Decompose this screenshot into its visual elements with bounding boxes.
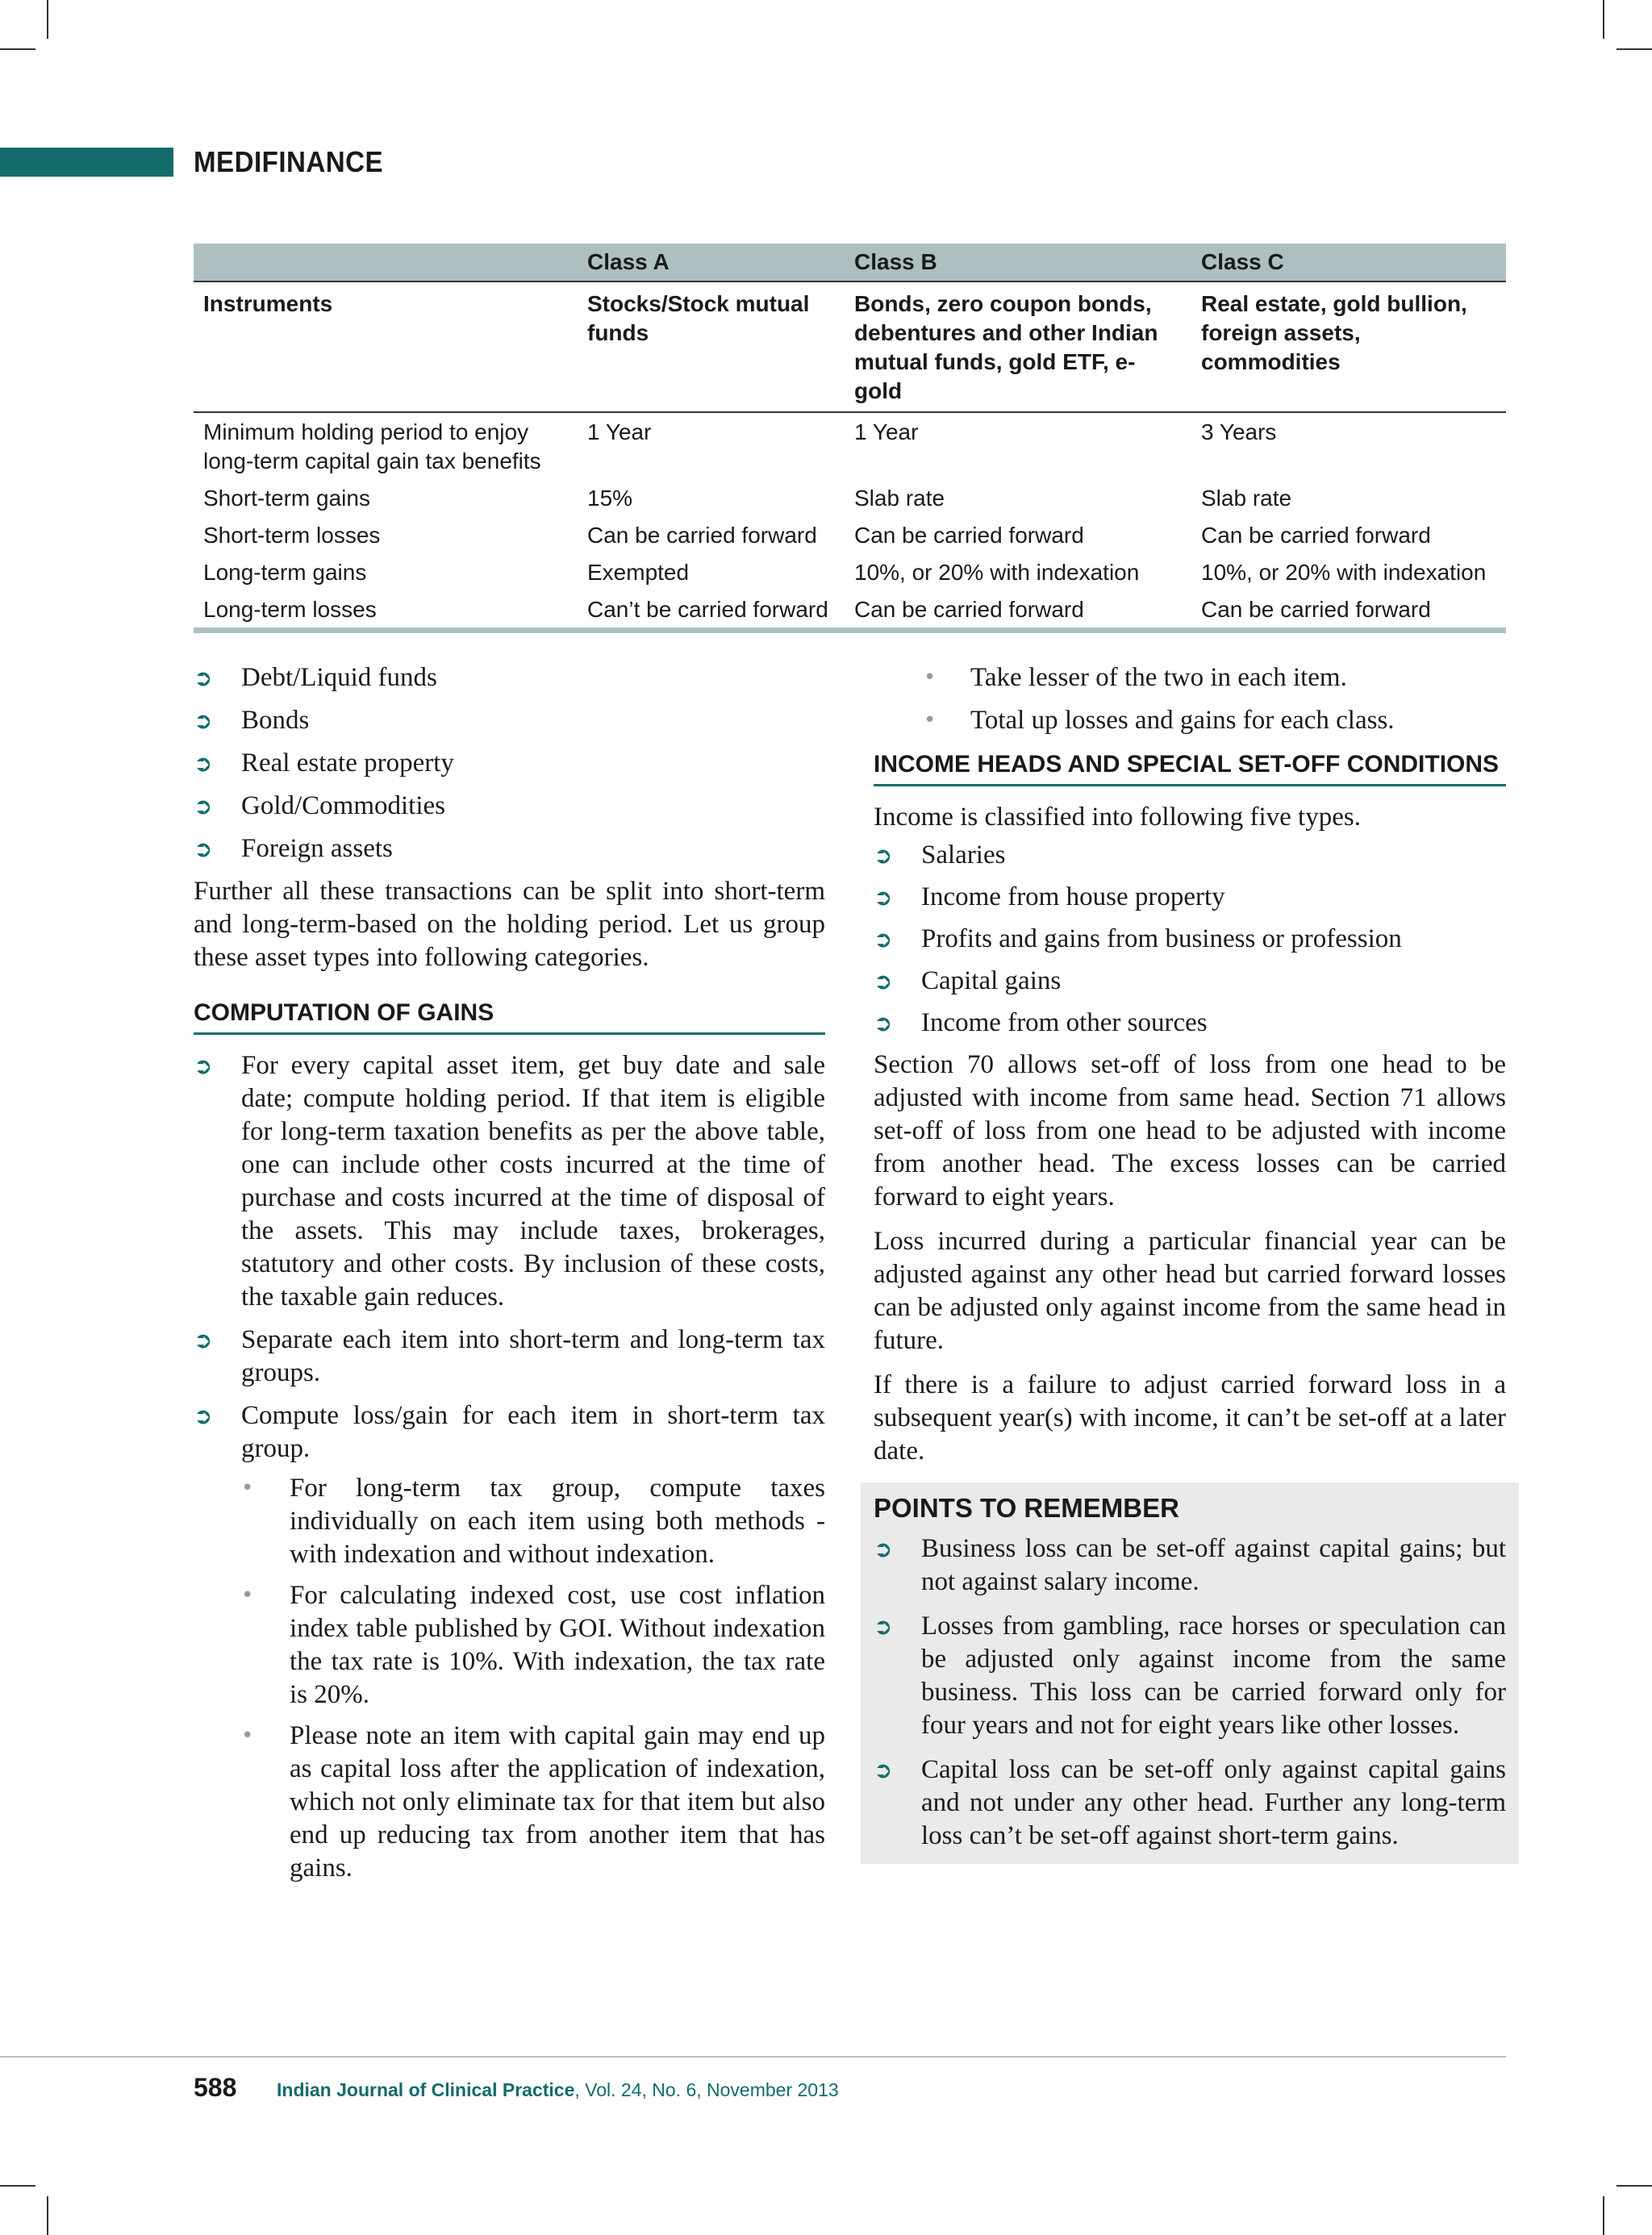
crop-mark bbox=[0, 48, 35, 50]
table-cell: 1 Year bbox=[854, 419, 919, 444]
journal-title: Indian Journal of Clinical Practice bbox=[277, 2079, 575, 2100]
dot-bullet-icon: • bbox=[924, 665, 937, 690]
list-item-text: Profits and gains from business or profession bbox=[921, 924, 1402, 953]
sub-list-item bbox=[874, 704, 1506, 737]
table-cell: 3 Years bbox=[1201, 419, 1277, 444]
list-item bbox=[194, 790, 825, 823]
dot-bullet-icon: • bbox=[241, 1476, 254, 1500]
list-item bbox=[194, 1399, 825, 1885]
table-cell: Exempted bbox=[587, 560, 690, 585]
crop-mark bbox=[1617, 48, 1652, 50]
table-header-cell: Class B bbox=[845, 244, 1191, 281]
table-cell: 1 Year bbox=[587, 419, 652, 444]
table-header-cell: Class C bbox=[1191, 244, 1506, 281]
computation-steps bbox=[194, 1049, 825, 1885]
list-item bbox=[194, 704, 825, 737]
table-cell: 10%, or 20% with indexation bbox=[854, 560, 1140, 585]
computation-sub-steps bbox=[241, 1472, 825, 1885]
list-item bbox=[194, 1324, 825, 1390]
table-cell: Short-term gains bbox=[203, 486, 370, 511]
list-item-text: Income from other sources bbox=[921, 1008, 1208, 1037]
footer-divider bbox=[0, 2056, 1506, 2058]
sub-list-item bbox=[241, 1579, 825, 1712]
list-item bbox=[194, 747, 825, 780]
arrow-bullet-icon: ➲ bbox=[194, 707, 213, 734]
table-row bbox=[194, 412, 1506, 479]
list-item-text: Please note an item with capital gain may end up as capital loss after the application of indexation, which not only eliminate tax for that item but also end up reducing tax from another item that has gains. bbox=[290, 1721, 825, 1883]
table-cell: Instruments bbox=[194, 281, 578, 412]
list-item-text: For calculating indexed cost, use cost inflation index table published by GOI. Without indexation the tax rate is 10%. With indexation, the tax rate is 20%. bbox=[290, 1581, 825, 1709]
dot-bullet-icon: • bbox=[241, 1583, 254, 1607]
table-row bbox=[194, 479, 1506, 516]
arrow-bullet-icon: ➲ bbox=[874, 926, 893, 953]
arrow-bullet-icon: ➲ bbox=[874, 1613, 893, 1640]
arrow-bullet-icon: ➲ bbox=[874, 884, 893, 911]
sub-list-item bbox=[241, 1720, 825, 1885]
journal-issue: , Vol. 24, No. 6, November 2013 bbox=[574, 2079, 839, 2100]
list-item-text: Compute loss/gain for each item in short-term tax group. bbox=[241, 1401, 825, 1463]
list-item bbox=[874, 1610, 1506, 1742]
list-item-text: Debt/Liquid funds bbox=[241, 663, 437, 692]
arrow-bullet-icon: ➲ bbox=[194, 750, 213, 777]
list-item-text: Separate each item into short-term and long-term tax groups. bbox=[241, 1325, 825, 1387]
table-cell: 15% bbox=[587, 486, 633, 511]
list-item-text: Losses from gambling, race horses or speculation can be adjusted only against income from the same business. This loss can be carried forward only for four years and not for eight years like other losses. bbox=[921, 1612, 1506, 1740]
arrow-bullet-icon: ➲ bbox=[874, 842, 893, 869]
table-cell: Can be carried forward bbox=[1201, 523, 1431, 548]
journal-section-title: MEDIFINANCE bbox=[194, 145, 384, 178]
table-cell: Slab rate bbox=[1201, 486, 1292, 511]
list-item-text: Income from house property bbox=[921, 882, 1225, 911]
table-cell: Stocks/Stock mutual funds bbox=[578, 281, 845, 412]
table-cell: Minimum holding period to enjoy long-term capital gain tax benefits bbox=[203, 419, 541, 473]
header-accent-bar bbox=[0, 148, 173, 177]
list-item-text: For long-term tax group, compute taxes individually on each item using both methods - with indexation and without indexation. bbox=[290, 1474, 825, 1569]
list-item-text: Total up losses and gains for each class. bbox=[970, 706, 1395, 735]
crop-mark bbox=[47, 0, 48, 39]
crop-mark bbox=[1603, 0, 1604, 39]
intro-paragraph: Further all these transactions can be split into short-term and long-term-based on the holding period. Let us group these asset types into following categories. bbox=[194, 877, 825, 972]
arrow-bullet-icon: ➲ bbox=[874, 1536, 893, 1562]
table-header-cell: Class A bbox=[578, 244, 845, 281]
points-to-remember-box bbox=[861, 1482, 1519, 1864]
asset-class-table bbox=[194, 244, 1506, 633]
list-item-text: Take lesser of the two in each item. bbox=[970, 663, 1347, 692]
income-heads-heading: INCOME HEADS AND SPECIAL SET-OFF CONDITIONS bbox=[874, 748, 1506, 786]
table-cell: Long-term losses bbox=[194, 590, 578, 631]
list-item bbox=[874, 965, 1506, 998]
list-item-text: Foreign assets bbox=[241, 834, 393, 863]
list-item-text: For every capital asset item, get buy date and sale date; compute holding period. If that item is eligible for long-term taxation benefits as per the above table, one can include other costs incurred at the time of purchase and costs incurred at the time of disposal of the assets. This may include taxes, brokerages, statutory and other costs. By inclusion of these costs, the taxable gain reduces. bbox=[241, 1051, 825, 1311]
table-cell: Can be carried forward bbox=[845, 590, 1191, 631]
list-item-text: Gold/Commodities bbox=[241, 791, 446, 820]
list-item-text: Capital gains bbox=[921, 966, 1062, 995]
table-cell: 10%, or 20% with indexation bbox=[1201, 560, 1487, 585]
list-item bbox=[874, 1007, 1506, 1040]
arrow-bullet-icon: ➲ bbox=[194, 793, 213, 819]
page-number: 588 bbox=[194, 2073, 237, 2102]
arrow-bullet-icon: ➲ bbox=[194, 1327, 213, 1353]
carry-forward-paragraph: Loss incurred during a particular financial year can be adjusted against any other head but carried forward losses can be adjusted only against income from the same head in future. bbox=[874, 1227, 1506, 1355]
table-cell: Slab rate bbox=[854, 486, 945, 511]
arrow-bullet-icon: ➲ bbox=[874, 968, 893, 994]
list-item-text: Capital loss can be set-off only against capital gains and not under any other head. Further any long-term loss can’t be set-off against short-term gains. bbox=[921, 1755, 1506, 1850]
computation-heading: COMPUTATION OF GAINS bbox=[194, 997, 825, 1035]
crop-mark bbox=[47, 2196, 48, 2235]
table-cell: Can be carried forward bbox=[587, 523, 817, 548]
list-item-text: Salaries bbox=[921, 840, 1006, 869]
table-instruments-row bbox=[194, 281, 1506, 412]
table-row bbox=[194, 553, 1506, 590]
list-item bbox=[874, 839, 1506, 872]
table-row bbox=[194, 590, 1506, 631]
income-types-list bbox=[874, 839, 1506, 1040]
arrow-bullet-icon: ➲ bbox=[874, 1757, 893, 1783]
list-item-text: Bonds bbox=[241, 706, 310, 735]
list-item-text: Business loss can be set-off against capital gains; but not against salary income. bbox=[921, 1534, 1506, 1596]
points-to-remember-heading: POINTS TO REMEMBER bbox=[874, 1493, 1179, 1523]
arrow-bullet-icon: ➲ bbox=[194, 1403, 213, 1429]
table-cell: Real estate, gold bullion, foreign assets, commodities bbox=[1191, 281, 1506, 412]
income-intro: Income is classified into following five types. bbox=[874, 803, 1361, 832]
list-item bbox=[874, 1753, 1506, 1853]
table-cell: Can be carried forward bbox=[1191, 590, 1506, 631]
remember-list bbox=[874, 1532, 1506, 1853]
list-item bbox=[194, 832, 825, 865]
left-column bbox=[194, 661, 825, 1895]
list-item bbox=[194, 1049, 825, 1314]
dot-bullet-icon: • bbox=[924, 708, 937, 732]
list-item bbox=[874, 923, 1506, 956]
crop-mark bbox=[1603, 2196, 1604, 2235]
continued-sub-steps bbox=[874, 661, 1506, 737]
arrow-bullet-icon: ➲ bbox=[874, 1010, 893, 1036]
list-item-text: Real estate property bbox=[241, 748, 454, 778]
list-item bbox=[194, 661, 825, 694]
table-cell: Bonds, zero coupon bonds, debentures and other Indian mutual funds, gold ETF, e-gold bbox=[845, 281, 1191, 412]
arrow-bullet-icon: ➲ bbox=[194, 836, 213, 862]
dot-bullet-icon: • bbox=[241, 1724, 254, 1748]
journal-citation bbox=[277, 2079, 839, 2101]
table-cell: Long-term gains bbox=[203, 560, 367, 585]
table-cell: Can be carried forward bbox=[854, 523, 1084, 548]
table-header-row bbox=[194, 244, 1506, 281]
table-cell: Short-term losses bbox=[203, 523, 381, 548]
section-70-paragraph: Section 70 allows set-off of loss from one head to be adjusted with income from same head. Section 71 allows set-off of loss from one head to be adjusted with income from another head. The excess losses can be carried forward to eight years. bbox=[874, 1050, 1506, 1211]
table-cell: Can’t be carried forward bbox=[578, 590, 845, 631]
arrow-bullet-icon: ➲ bbox=[194, 1053, 213, 1079]
arrow-bullet-icon: ➲ bbox=[194, 665, 213, 691]
right-column bbox=[874, 661, 1506, 1864]
failure-paragraph: If there is a failure to adjust carried forward loss in a subsequent year(s) with income, it can’t be set-off at a later date. bbox=[874, 1370, 1506, 1466]
crop-mark bbox=[1617, 2185, 1652, 2187]
list-item bbox=[874, 1532, 1506, 1599]
crop-mark bbox=[0, 2185, 35, 2187]
sub-list-item bbox=[874, 661, 1506, 694]
table-row bbox=[194, 516, 1506, 553]
sub-list-item bbox=[241, 1472, 825, 1571]
asset-type-list bbox=[194, 661, 825, 865]
list-item bbox=[874, 881, 1506, 914]
table-header-cell bbox=[194, 244, 578, 281]
